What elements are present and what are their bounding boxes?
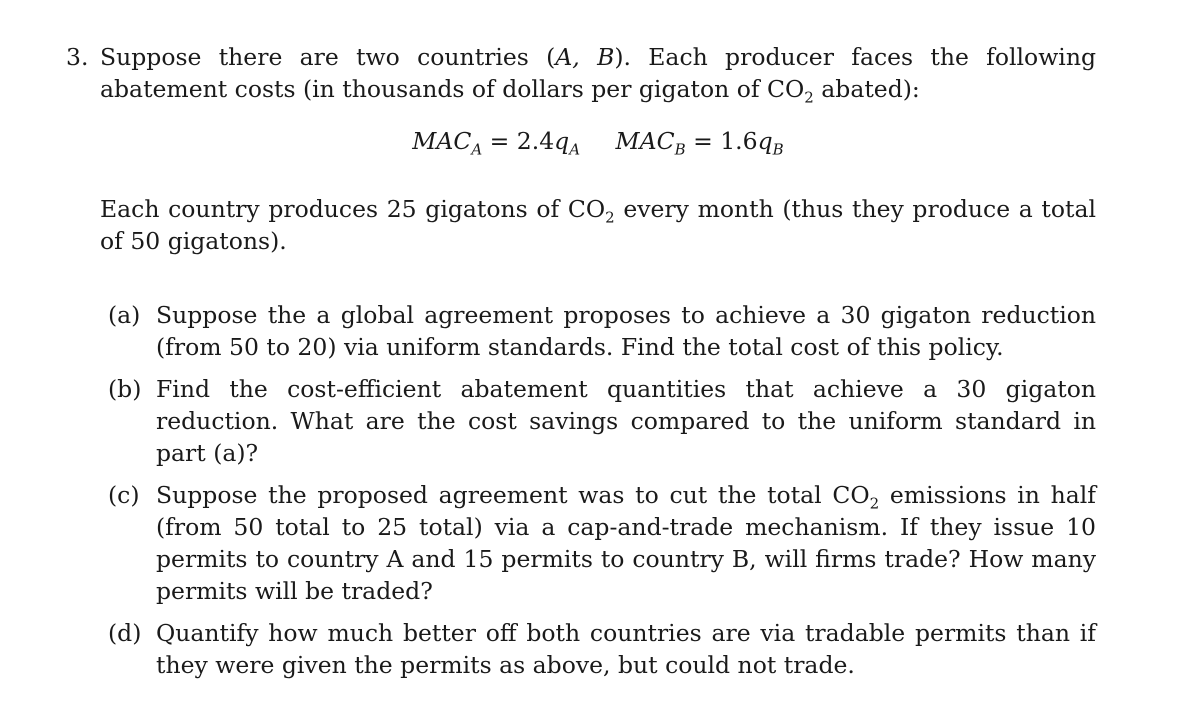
intro-math: A, B [555,43,615,71]
subquestion-text: Suppose the a global agreement proposes to achieve a 30 gigaton reduction (from 50 to 20) via uniform standards. Find the total cost of this policy. [156,301,1096,361]
subquestion-text: Find the cost-efficient abatement quantities that achieve a 30 gigaton reduction. What are the cost savings compared to the uniform standard in part (a)? [156,375,1096,467]
subquestion-label: (c) [108,481,140,509]
context-subscript: 2 [605,208,615,227]
subquestion-b [108,373,1096,469]
question-header [66,41,1096,105]
context-text-1: Each country produces 25 gigatons of CO [100,195,606,223]
question-number: 3. [66,43,89,71]
subquestion-text-1: Suppose the proposed agreement was to cut the total CO [156,481,870,509]
subquestion-subscript: 2 [869,494,880,513]
subquestion-label: (b) [108,375,142,403]
eq-a-var-sub: A [569,140,581,159]
equation-b [616,125,784,157]
eq-b-lhs: MAC [615,127,675,155]
eq-b-var-sub: B [772,140,784,159]
eq-b-lhs-sub: B [674,140,686,159]
intro-text-1: Suppose there are two countries ( [100,43,556,71]
eq-a-var: q [554,127,570,155]
eq-b-var: q [757,127,773,155]
subquestion-text: Quantify how much better off both countries are via tradable permits than if they were given the permits as above, but could not trade. [156,619,1096,679]
intro-subscript: 2 [804,88,814,107]
subquestion-d [108,617,1096,681]
problem-3 [66,41,1096,691]
subquestion-c [108,479,1096,607]
subquestion-a [108,299,1096,363]
subquestions [108,299,1096,681]
equation-a [412,125,580,157]
eq-a-lhs-sub: A [471,140,483,159]
question-intro [100,41,1096,105]
subquestion-text [156,479,1096,607]
eq-b-rhs: = 1.6 [685,127,758,155]
context-text-2: every month (thus they produce a total of 50 gigatons). [100,195,1096,255]
intro-text-2: ). Each producer faces the following abatement costs (in thousands of dollars per gigaton of CO [100,43,1096,103]
subquestion-label: (a) [108,301,141,329]
subquestion-text-2: emissions in half (from 50 total to 25 total) via a cap-and-trade mechanism. If they issue 10 permits to country A and 15 permits to country B, will firms trade? How many permits will be traded? [156,481,1096,605]
eq-a-rhs: = 2.4 [482,127,555,155]
eq-a-lhs: MAC [412,127,472,155]
subquestion-label: (d) [108,619,142,647]
context-paragraph [100,193,1096,257]
intro-text-3: abated): [813,75,920,103]
mac-equations [66,125,1096,157]
